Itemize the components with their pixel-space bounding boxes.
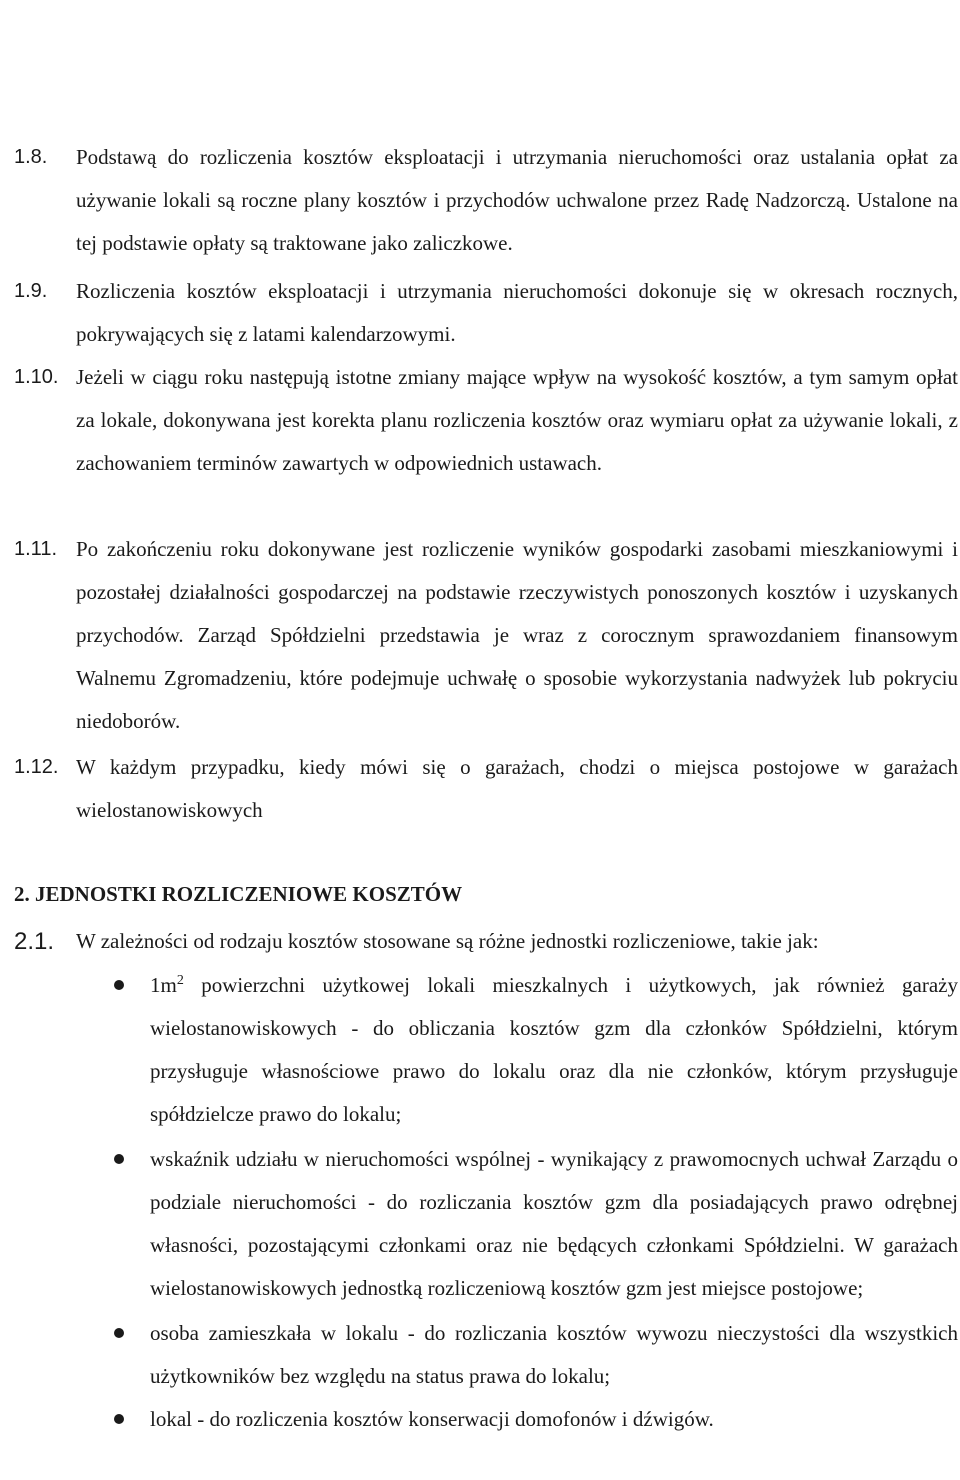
paragraph-1-10 — [14, 356, 958, 485]
section-heading: 2. JEDNOSTKI ROZLICZENIOWE KOSZTÓW — [14, 882, 463, 906]
paragraph-1-12 — [14, 746, 958, 832]
paragraph-text: W zależności od rodzaju kosztów stosowane są różne jednostki rozliczeniowe, takie jak: — [76, 929, 819, 953]
unit-text: 1m — [150, 973, 177, 997]
list-item-rest: powierzchni użytkowej lokali mieszkalnych i użytkowych, jak również garaży wielostanowiskowych - do obliczania kosztów gzm dla członków Spółdzielni, którym przysługuje własnościowe prawo do lokalu oraz dla nie członków, którym przysługuje spółdzielcze prawo do lokalu; — [150, 973, 958, 1126]
list-item-text: lokal - do rozliczenia kosztów konserwacji domofonów i dźwigów. — [150, 1407, 714, 1431]
bullet-list — [0, 964, 960, 1441]
paragraph-text: W każdym przypadku, kiedy mówi się o garażach, chodzi o miejsca postojowe w garażach wielostanowiskowych — [76, 755, 958, 822]
paragraph-1-8 — [14, 136, 958, 265]
superscript: 2 — [176, 973, 184, 988]
paragraph-number: 1.9. — [14, 280, 48, 302]
list-item-text: wskaźnik udziału w nieruchomości wspólnej - wynikający z prawomocnych uchwał Zarządu o podziale nieruchomości - do rozliczania kosztów gzm dla posiadających prawo odrębnej własności, pozostającymi członkami oraz nie będących członkami Spółdzielni. W garażach wielostanowiskowych jednostką rozliczeniową kosztów gzm jest miejsce postojowe; — [150, 1147, 958, 1300]
paragraph-number: 2.1. — [14, 928, 55, 955]
bullet-icon — [114, 980, 124, 990]
paragraph-2-1 — [14, 920, 958, 963]
bullet-icon — [114, 1154, 124, 1164]
list-item-text: osoba zamieszkała w lokalu - do rozliczania kosztów wywozu nieczystości dla wszystkich użytkowników bez względu na status prawa do lokalu; — [150, 1321, 958, 1388]
paragraph-1-9 — [14, 270, 958, 356]
list-item — [150, 1312, 958, 1398]
bullet-icon — [114, 1414, 124, 1424]
paragraph-1-11 — [14, 528, 958, 743]
paragraph-number: 1.12. — [14, 756, 59, 778]
bullet-icon — [114, 1328, 124, 1338]
paragraph-number: 1.8. — [14, 146, 48, 168]
list-item — [150, 1138, 958, 1310]
list-item — [150, 964, 958, 1136]
paragraph-text: Podstawą do rozliczenia kosztów eksploatacji i utrzymania nieruchomości oraz ustalania opłat za używanie lokali są roczne plany kosztów i przychodów uchwalone przez Radę Nadzorczą. Ustalone na tej podstawie opłaty są traktowane jako zaliczkowe. — [76, 145, 958, 255]
paragraph-text: Jeżeli w ciągu roku następują istotne zmiany mające wpływ na wysokość kosztów, a tym samym opłat za lokale, dokonywana jest korekta planu rozliczenia kosztów oraz wymiaru opłat za używanie lokali, z zachowaniem terminów zawartych w odpowiednich ustawach. — [76, 365, 958, 475]
paragraph-number: 1.11. — [14, 538, 57, 560]
paragraph-text: Po zakończeniu roku dokonywane jest rozliczenie wyników gospodarki zasobami mieszkaniowymi i pozostałej działalności gospodarczej na podstawie rzeczywistych ponoszonych kosztów i uzyskanych przychodów. Zarząd Spółdzielni przedstawia je wraz z corocznym sprawozdaniem finansowym Walnemu Zgromadzeniu, które podejmuje uchwałę o sposobie wykorzystania nadwyżek lub pokryciu niedoborów. — [76, 537, 958, 733]
list-item-text — [150, 964, 958, 1136]
list-item — [150, 1398, 958, 1441]
paragraph-text: Rozliczenia kosztów eksploatacji i utrzymania nieruchomości dokonuje się w okresach rocznych, pokrywających się z latami kalendarzowymi. — [76, 279, 958, 346]
paragraph-number: 1.10. — [14, 366, 59, 388]
